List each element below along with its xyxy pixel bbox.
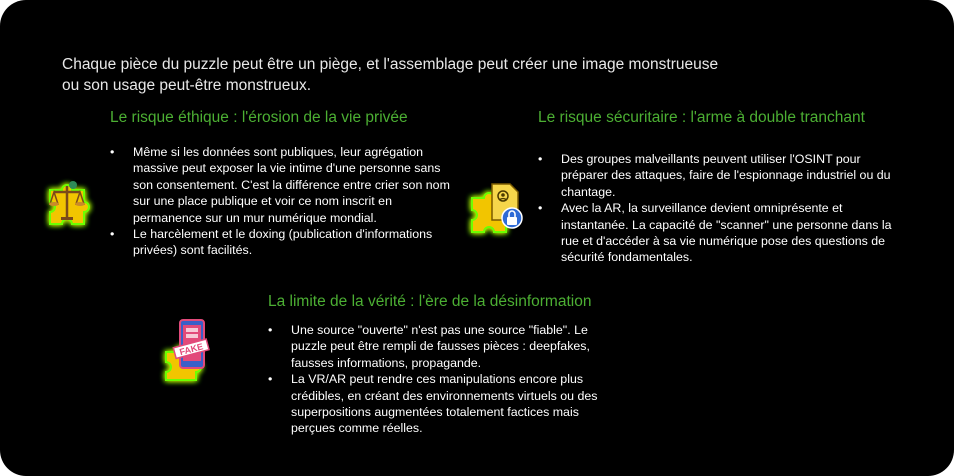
bullet-list [268, 322, 618, 437]
bullet-item: • Avec la AR, la surveillance devient omniprésente et instantanée. La capacité de "scanner" une personne dans la rue et d'accéder à sa vie numérique pose des questions de sécurité fondamentales. [538, 200, 908, 266]
bullet-item: • Même si les données sont publiques, leur agrégation massive peut exposer la vie intime d'une personne sans son consentement. C'est la différence entre crier son nom sur une place publique et voir ce nom inscrit en permanence sur un mur numérique mondial. [110, 144, 450, 226]
security-lock-puzzle-icon [466, 176, 530, 240]
section-truth-limit [268, 292, 668, 437]
section-title: Le risque éthique : l'érosion de la vie privée [110, 109, 408, 126]
bullet-item: • Des groupes malveillants peuvent utiliser l'OSINT pour préparer des attaques, faire de l'espionnage industriel ou du chantage. [538, 151, 908, 200]
section-title: Le risque sécuritaire : l'arme à double tranchant [538, 109, 865, 126]
bullet-list [110, 144, 450, 259]
fake-phone-puzzle-icon [158, 318, 222, 382]
bullet-list [538, 151, 908, 266]
bullet-item: • Une source "ouverte" n'est pas une source "fiable". Le puzzle peut être rempli de fausses pièces : deepfakes, fausses informations, propagande. [268, 322, 618, 371]
section-security-risk [538, 108, 938, 266]
fake-badge-text: FAKE [178, 341, 205, 358]
intro-text: Chaque pièce du puzzle peut être un piège, et l'assemblage peut créer une image monstrueuse ou son usage peut-être monstrueux. [62, 56, 719, 94]
justice-scale-puzzle-icon [40, 172, 104, 236]
bullet-item: • La VR/AR peut rendre ces manipulations encore plus crédibles, en créant des environnements virtuels ou des superpositions augmentées totalement factices mais perçues comme réelles. [268, 371, 618, 437]
section-ethical-risk [110, 108, 470, 259]
bullet-item: • Le harcèlement et le doxing (publication d'informations privées) sont facilités. [110, 226, 450, 259]
section-title: La limite de la vérité : l'ère de la désinformation [268, 293, 592, 310]
